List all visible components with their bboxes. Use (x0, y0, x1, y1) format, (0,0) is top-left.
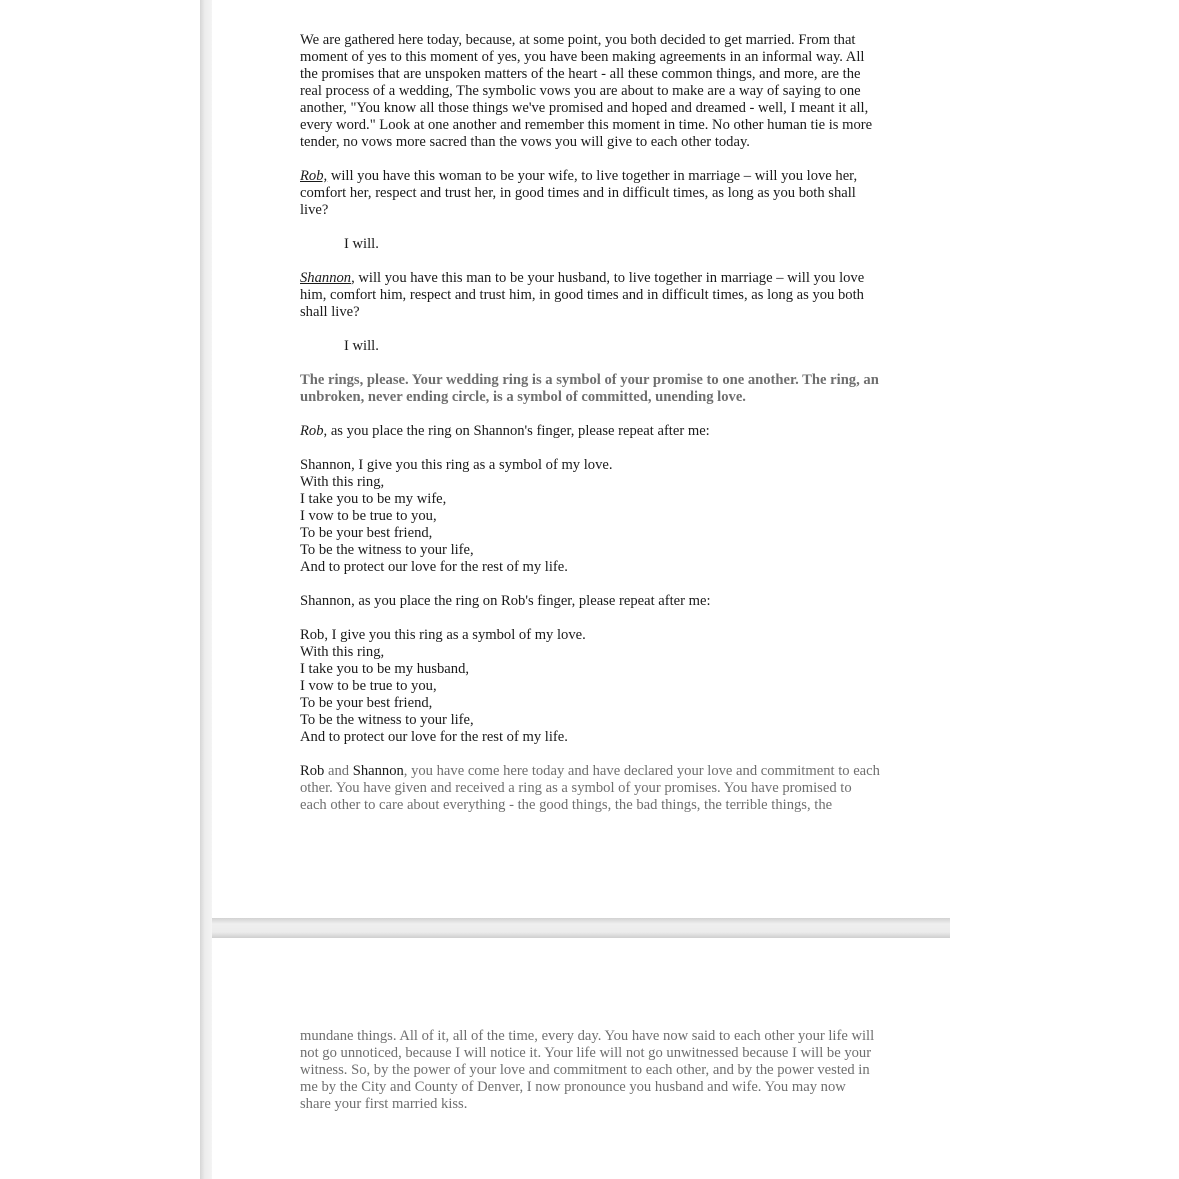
bride-name: Shannon (300, 270, 352, 286)
document-page-2 (212, 938, 950, 1179)
question-groom-text: will you have this woman to be your wife, to live together in marriage – will you love her, comfort her, respect and trust her, in good times and in difficult times, as long as you both shall live? (300, 168, 858, 218)
page-2-content (300, 1028, 880, 1130)
document-page-1 (212, 0, 950, 918)
page-break (212, 918, 950, 938)
bride-vows (300, 627, 880, 746)
vow-line: With this ring, (300, 644, 385, 660)
bride-ring-intro: Shannon, as you place the ring on Rob's finger, please repeat after me: (300, 593, 711, 609)
vow-line: To be your best friend, (300, 525, 433, 541)
page-edge-shadow (200, 0, 212, 1179)
vow-line: And to protect our love for the rest of my life. (300, 729, 568, 745)
viewer-gutter (0, 0, 200, 1179)
closing-paragraph (300, 763, 880, 814)
question-bride-text: , will you have this man to be your husband, to live together in marriage – will you love him, comfort him, respect and trust him, in good times and in difficult times, as long as you both shall live? (300, 270, 865, 320)
groom-ring-name: Rob (300, 423, 324, 439)
vow-line: To be your best friend, (300, 695, 433, 711)
vow-line: I vow to be true to you, (300, 508, 437, 524)
answer-bride: I will. (344, 338, 379, 354)
vow-line: To be the witness to your life, (300, 712, 474, 728)
vow-line: Shannon, I give you this ring as a symbol of my love. (300, 457, 613, 473)
closing-name-groom: Rob (300, 763, 325, 779)
vow-line: And to protect our love for the rest of my life. (300, 559, 568, 575)
rings-paragraph: The rings, please. Your wedding ring is a symbol of your promise to one another. The ring, an unbroken, never ending circle, is a symbol of committed, unending love. (300, 372, 879, 405)
vow-line: I vow to be true to you, (300, 678, 437, 694)
question-bride (300, 270, 880, 321)
vow-line: With this ring, (300, 474, 385, 490)
intro-paragraph: We are gathered here today, because, at some point, you both decided to get married. From that moment of yes to this moment of yes, you have been making agreements in an informal way. All the promises that are unspoken matters of the heart - all these common things, and more, are the real process of a wedding, The symbolic vows you are about to make are a way of saying to one another, "You know all those things we've promised and hoped and dreamed - well, I meant it all, every word." Look at one another and remember this moment in time. No other human tie is more tender, no vows more sacred than the vows you will give to each other today. (300, 32, 873, 150)
page-1-content (300, 32, 880, 831)
vow-line: I take you to be my husband, (300, 661, 470, 677)
answer-groom: I will. (344, 236, 379, 252)
closing-continued: mundane things. All of it, all of the time, every day. You have now said to each other your life will not go unnoticed, because I will notice it. Your life will not go unwitnessed because I will be your witness. So, by the power of your love and commitment to each other, and by the power vested in me by the City and County of Denver, I now pronounce you husband and wife. You may now share your first married kiss. (300, 1028, 875, 1112)
closing-text: , you have come here today and have declared your love and commitment to each other. You have given and received a ring as a symbol of your promises. You have promised to each other to care about everything - the good things, the bad things, the terrible things, the (300, 763, 880, 813)
groom-vows (300, 457, 880, 576)
question-groom (300, 168, 880, 219)
vow-line: I take you to be my wife, (300, 491, 447, 507)
vow-line: To be the witness to your life, (300, 542, 474, 558)
groom-name: Rob, (300, 168, 328, 184)
groom-ring-intro (300, 423, 880, 440)
groom-ring-intro-text: , as you place the ring on Shannon's finger, please repeat after me: (323, 423, 710, 439)
vow-line: Rob, I give you this ring as a symbol of my love. (300, 627, 586, 643)
closing-name-bride: Shannon (352, 763, 404, 779)
closing-and: and (324, 763, 353, 779)
